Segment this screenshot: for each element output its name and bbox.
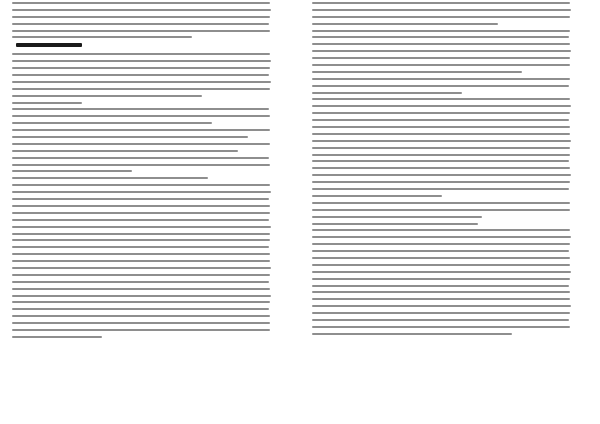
text-line [312, 140, 571, 142]
text-line [312, 105, 571, 107]
text-line [312, 229, 570, 231]
text-line [312, 85, 569, 87]
left-column [12, 2, 273, 343]
text-line [12, 219, 269, 221]
text-line [312, 333, 512, 335]
section-heading [16, 43, 82, 47]
text-line [12, 36, 192, 38]
text-line [312, 23, 498, 25]
text-line [312, 305, 571, 307]
text-line [12, 191, 271, 193]
text-line [12, 115, 270, 117]
text-line [312, 319, 569, 321]
text-line [12, 184, 270, 186]
text-line [12, 301, 270, 303]
text-line [312, 64, 570, 66]
text-line [312, 160, 569, 162]
text-line [312, 291, 570, 293]
text-line [12, 177, 208, 179]
text-line [12, 136, 248, 138]
text-line [312, 43, 570, 45]
text-line [312, 174, 571, 176]
text-line [12, 198, 269, 200]
right-column [312, 2, 573, 340]
text-line [312, 264, 570, 266]
text-line [12, 95, 202, 97]
text-line [312, 78, 570, 80]
text-line [12, 9, 271, 11]
text-line [312, 195, 442, 197]
text-line [12, 16, 270, 18]
text-line [12, 205, 270, 207]
text-line [312, 271, 571, 273]
text-line [12, 81, 271, 83]
text-line [312, 250, 569, 252]
text-line [12, 67, 270, 69]
text-line [312, 188, 569, 190]
text-line [12, 170, 132, 172]
text-line [312, 216, 482, 218]
text-line [12, 288, 270, 290]
text-line [12, 150, 238, 152]
text-line [12, 308, 269, 310]
text-line [312, 154, 570, 156]
text-line [312, 30, 570, 32]
text-line [312, 36, 569, 38]
text-line [12, 336, 102, 338]
text-line [12, 260, 270, 262]
text-line [312, 257, 570, 259]
text-line [12, 239, 270, 241]
text-line [312, 2, 570, 4]
text-line [312, 202, 570, 204]
text-line [312, 126, 570, 128]
text-line [12, 226, 271, 228]
text-line [312, 50, 571, 52]
text-line [12, 157, 269, 159]
text-line [312, 181, 570, 183]
text-line [12, 74, 269, 76]
text-line [312, 112, 570, 114]
text-line [12, 23, 269, 25]
text-line [312, 98, 570, 100]
text-line [312, 223, 478, 225]
text-line [312, 133, 570, 135]
text-line [12, 246, 269, 248]
text-line [312, 298, 570, 300]
text-line [12, 164, 270, 166]
text-line [12, 30, 270, 32]
text-line [312, 147, 570, 149]
text-line [12, 281, 269, 283]
text-line [312, 119, 569, 121]
text-line [312, 326, 570, 328]
text-line [12, 274, 270, 276]
text-line [12, 53, 270, 55]
text-line [12, 322, 270, 324]
text-line [12, 143, 270, 145]
text-line [312, 209, 570, 211]
text-line [312, 92, 462, 94]
text-line [12, 253, 270, 255]
text-line [312, 71, 522, 73]
text-line [312, 167, 570, 169]
text-line [312, 57, 570, 59]
text-line [312, 285, 569, 287]
text-line [12, 122, 212, 124]
text-line [12, 108, 269, 110]
text-line [312, 236, 571, 238]
text-line [12, 88, 270, 90]
text-line [312, 243, 570, 245]
text-line [12, 102, 82, 104]
text-line [12, 329, 270, 331]
text-line [12, 315, 270, 317]
text-line [312, 278, 570, 280]
text-line [12, 60, 271, 62]
text-line [12, 212, 270, 214]
text-line [12, 267, 271, 269]
text-line [12, 233, 270, 235]
text-line [312, 9, 571, 11]
text-line [12, 129, 270, 131]
text-line [12, 295, 271, 297]
text-line [312, 16, 570, 18]
text-line [312, 312, 570, 314]
text-line [12, 2, 270, 4]
